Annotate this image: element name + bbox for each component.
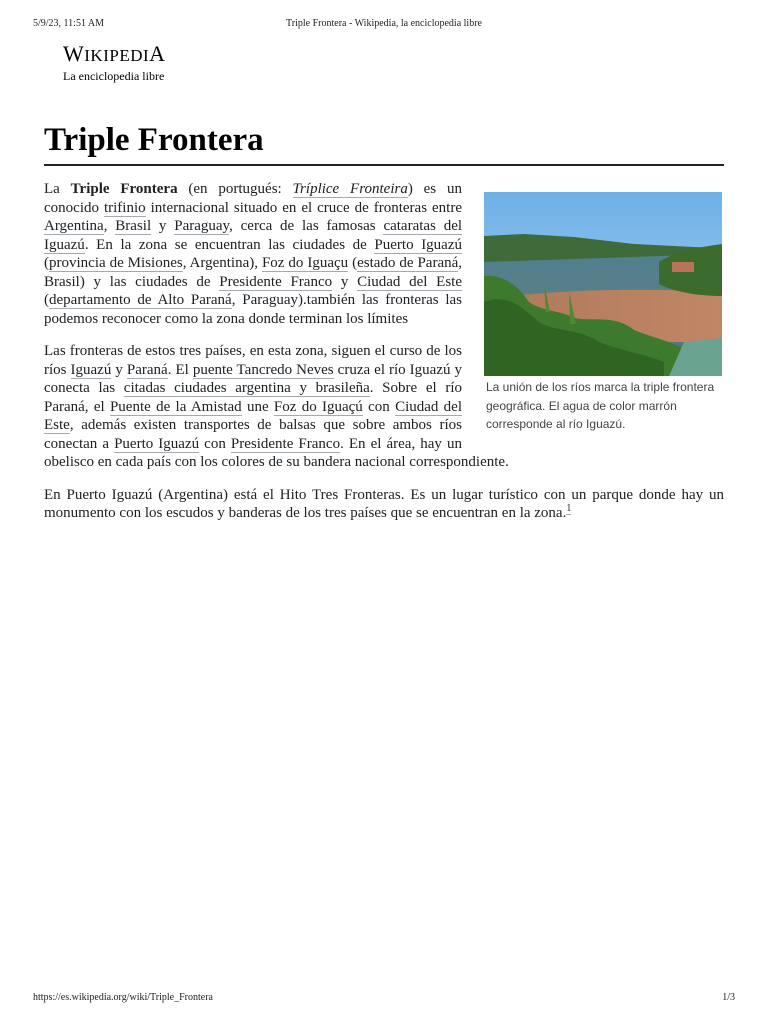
reference-link[interactable]: 1 <box>566 503 572 514</box>
link-brasil[interactable]: Brasil <box>115 218 152 234</box>
link-cataratas-del-iguazu[interactable]: cataratas del Iguazú <box>44 218 463 253</box>
link-argentina[interactable]: Argentina <box>44 218 104 234</box>
link-iguazu[interactable]: Iguazú <box>70 361 112 378</box>
print-url: https://es.wikipedia.org/wiki/Triple_Frontera <box>33 992 213 1003</box>
article-body <box>44 180 724 537</box>
link-paraguay[interactable]: Paraguay <box>174 218 230 234</box>
link-puente-de-la-amistad[interactable]: Puente de la Amistad <box>109 398 242 415</box>
print-date: 5/9/23, 11:51 AM <box>33 18 105 29</box>
paragraph-2: Las fronteras de estos tres países, en esta zona, siguen el curso de los ríos Iguazú y Paraná. El puente Tancredo Neves cruza el río Iguazú y conecta las citadas ciudades argentina y brasileña. Sobre el río Paraná, el Puente de la Amistad une Foz do Iguaçú con Ciudad del Este, además existen transportes de balsas que sobre ambos ríos conectan a Puerto Iguazú con Presidente Franco. En el área, hay un obelisco en cada país con los colores de su bandera nacional correspondiente. <box>44 343 509 470</box>
triple-frontera-photo[interactable] <box>484 192 722 376</box>
link-foz-do-iguacu[interactable]: Foz do Iguaçu <box>261 255 349 271</box>
wikipedia-logo[interactable] <box>63 42 166 83</box>
link-triplice-fronteira[interactable]: Tríplice Fronteira <box>292 181 408 197</box>
wikipedia-wordmark: WIKIPEDIA <box>63 41 166 66</box>
link-estado-de-parana[interactable]: estado de Paraná <box>357 255 459 271</box>
figure-caption: La unión de los ríos marca la triple frontera geográfica. El agua de color marrón corresponde al río Iguazú. <box>486 380 715 431</box>
link-ciudad-del-este[interactable]: Ciudad del Este <box>357 273 463 290</box>
bold-term: Triple Frontera <box>70 181 178 197</box>
print-window-title: Triple Frontera - Wikipedia, la enciclopedia libre <box>286 18 482 29</box>
link-citadas-ciudades[interactable]: citadas ciudades argentina y brasileña <box>123 380 370 396</box>
link-presidente-franco[interactable]: Presidente Franco <box>219 273 333 290</box>
page-indicator: 1/3 <box>722 992 735 1003</box>
link-presidente-franco-2[interactable]: Presidente Franco <box>230 435 341 452</box>
paragraph-1: La Triple Frontera (en portugués: Tríplice Fronteira) es un conocido trifinio internacional situado en el cruce de fronteras entre Argentina, Brasil y Paraguay, cerca de las famosas cataratas del Iguazú. En la zona se encuentran las ciudades de Puerto Iguazú (provincia de Misiones, Argentina), Foz do Iguaçu (estado de Paraná, Brasil) y las ciudades de Presidente Franco y Ciudad del Este (departamento de Alto Paraná, Paraguay).también las fronteras las podemos reconocer como la zona donde terminan los límites <box>44 181 463 327</box>
link-puerto-iguazu[interactable]: Puerto Iguazú <box>374 236 463 253</box>
page-title: Triple Frontera <box>44 120 724 166</box>
link-parana[interactable]: Paraná <box>126 361 168 378</box>
link-provincia-de-misiones[interactable]: provincia de Misiones <box>49 255 183 271</box>
link-puente-tancredo-neves[interactable]: puente Tancredo Neves <box>192 361 334 378</box>
link-ciudad-del-este-2[interactable]: Ciudad del Este <box>44 398 463 433</box>
link-foz-do-iguacu-2[interactable]: Foz do Iguaçú <box>273 398 363 415</box>
link-departamento-alto-parana[interactable]: departamento de Alto Paraná <box>49 292 232 308</box>
link-trifinio[interactable]: trifinio <box>103 199 146 216</box>
link-puerto-iguazu-2[interactable]: Puerto Iguazú <box>114 435 200 452</box>
wikipedia-tagline: La enciclopedia libre <box>63 69 165 83</box>
paragraph-3: En Puerto Iguazú (Argentina) está el Hito Tres Fronteras. Es un lugar turístico con un parque donde hay un monumento con los escudos y banderas de los tres países que se encuentran en la zona.$^1$ <box>44 486 724 521</box>
thumbnail-figure <box>484 192 722 434</box>
